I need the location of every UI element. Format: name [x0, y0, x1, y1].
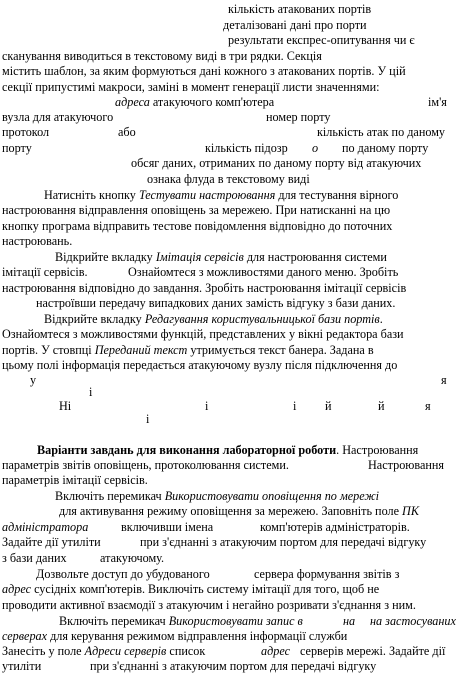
text-line — [55, 250, 387, 264]
text-line: у — [30, 373, 37, 387]
italic-term: адреса — [115, 95, 150, 109]
text-line: при з'єднанні з атакуючим портом для передачі відгуку — [140, 535, 427, 549]
italic-term: серверах — [2, 629, 48, 643]
text-line: або — [118, 125, 136, 139]
italic-term: Редагування користувальницької бази портів — [144, 312, 380, 326]
text-span: утримується текст банера. Задана в — [187, 343, 374, 357]
text-line: обсяг даних, отриманих по даному порту від атакуючих — [131, 156, 422, 170]
text-line — [2, 629, 347, 643]
text-line: і — [146, 412, 150, 426]
italic-term: Тестувати настроювання — [138, 188, 276, 202]
text-line — [2, 582, 379, 596]
text-line: при з'єднанні з атакуючим портом для передачі відгуку — [90, 659, 377, 673]
text-line — [2, 343, 374, 357]
text-line: настроївши передачу випадкових даних замість відгуку з бази даних. — [36, 296, 396, 310]
text-line: я — [441, 373, 447, 387]
text-line: по даному порту — [342, 141, 429, 155]
text-line: настроювання відправлення оповіщень за мережею. При натисканні на цю — [2, 203, 391, 217]
text-line: вузла для атакуючого — [2, 110, 114, 124]
text-line: Настроювання — [368, 458, 445, 472]
text-line: параметрів звітів оповіщень, протоколювання системи. — [2, 458, 289, 472]
text-line: на — [343, 614, 356, 628]
text-line: проводити активної взаємодії з атакуючим і негайно розривати з'єднання з ним. — [2, 598, 416, 612]
text-line: включивши імена — [121, 520, 214, 534]
text-span: атакуючого комп'ютера — [149, 95, 275, 109]
text-line: ім'я — [428, 95, 447, 109]
text-line — [59, 614, 303, 628]
text-line: Ознайомтеся з можливостями даного меню. Зробіть — [128, 265, 399, 279]
italic-term: Адреси серверів — [84, 644, 167, 658]
text-span: для тестування вірного — [275, 188, 399, 202]
text-line: настроювання відповідно до завдання. Зробіть настроювання імітації сервісів — [2, 281, 407, 295]
text-line: кількість атак по даному — [317, 125, 446, 139]
text-line: серверів мережі. Задайте дії — [300, 644, 446, 658]
text-span: Натисніть кнопку — [44, 188, 139, 202]
text-line: секції припустимі макроси, заміні в момент генерації листи значеннями: — [2, 80, 380, 94]
text-line — [59, 504, 419, 518]
text-line: порту — [2, 141, 32, 155]
text-line: і — [205, 399, 209, 413]
text-line — [2, 644, 205, 658]
text-span: . Настроювання — [336, 443, 419, 457]
text-line: кількість атакованих портів — [228, 2, 372, 16]
text-line: кнопку програма відправить тестове повідомлення відповідно до поточних — [2, 219, 393, 233]
text-line: я — [425, 399, 431, 413]
text-span: Занесіть у поле — [2, 644, 85, 658]
italic-term: ПК — [402, 504, 419, 518]
text-line: Ні — [59, 399, 72, 413]
section-heading-line — [37, 443, 418, 457]
text-span: для активування режиму оповіщення за мережею. Заповніть поле — [59, 504, 403, 518]
text-line: о — [312, 141, 319, 155]
text-span: для керування режимом відправлення інформації служби — [47, 629, 348, 643]
text-line: атакуючому. — [100, 551, 165, 565]
text-line: і — [293, 399, 297, 413]
text-line: Дозвольте доступ до убудованого — [36, 567, 210, 581]
italic-term: Імітація сервісів — [155, 250, 244, 264]
text-line: номер порту — [266, 110, 331, 124]
text-line: й — [325, 399, 332, 413]
italic-term: Використовувати оповіщення по мережі — [164, 489, 380, 503]
text-line: протокол — [2, 125, 50, 139]
text-line: Ознайомтеся з можливостями функцій, представлених у вікні редактора бази — [2, 327, 404, 341]
text-span: Включіть перемикач — [59, 614, 169, 628]
text-span: Відкрийте вкладку — [44, 312, 145, 326]
text-line — [115, 95, 274, 109]
text-line: кількість підозр — [205, 141, 288, 155]
text-line: сервера формування звітів з — [254, 567, 400, 581]
italic-term: Використовувати запис в — [168, 614, 303, 628]
text-line: сканування виводиться в текстовому виді в три рядки. Секція — [2, 49, 322, 63]
text-span: для настроювання системи — [243, 250, 387, 264]
text-line: настроювань. — [2, 234, 73, 248]
text-line: цьому полі інформація передається атакуючому вузлу після підключення до — [2, 358, 398, 372]
text-line: Задайте дії утиліти — [2, 535, 101, 549]
text-line: адміністратора — [2, 520, 89, 534]
text-span: список — [166, 644, 206, 658]
text-line: комп'ютерів адміністраторів. — [260, 520, 410, 534]
text-line: ознака флуда в текстовому виді — [147, 172, 310, 186]
text-line: результати експрес-опитування чи є — [228, 33, 415, 47]
italic-term: адрес — [2, 582, 32, 596]
text-line — [44, 188, 398, 202]
text-line: деталізовані дані про порти — [223, 18, 367, 32]
text-line — [55, 489, 379, 503]
text-line: параметрів імітації сервісів. — [2, 473, 148, 487]
text-line: й — [378, 399, 385, 413]
text-line: з бази даних — [2, 551, 67, 565]
text-span: сусідніх комп'ютерів. Виключіть систему імітації для того, щоб не — [31, 582, 380, 596]
text-line: адрес — [261, 644, 291, 658]
text-line: містить шаблон, за яким формуються дані кожного з атакованих портів. У цій — [2, 64, 406, 78]
text-line: на застосуваних — [370, 614, 456, 628]
italic-term: Переданий текст — [94, 343, 188, 357]
text-line — [44, 312, 383, 326]
text-span: портів. У стовпці — [2, 343, 95, 357]
text-span: . — [379, 312, 383, 326]
section-heading: Варіанти завдань для виконання лабораторної роботи — [37, 443, 337, 457]
text-line: імітації сервісів. — [2, 265, 88, 279]
text-line: утиліти — [2, 659, 42, 673]
text-span: Включіть перемикач — [55, 489, 165, 503]
text-span: Відкрийте вкладку — [55, 250, 156, 264]
text-line: і — [89, 385, 93, 399]
